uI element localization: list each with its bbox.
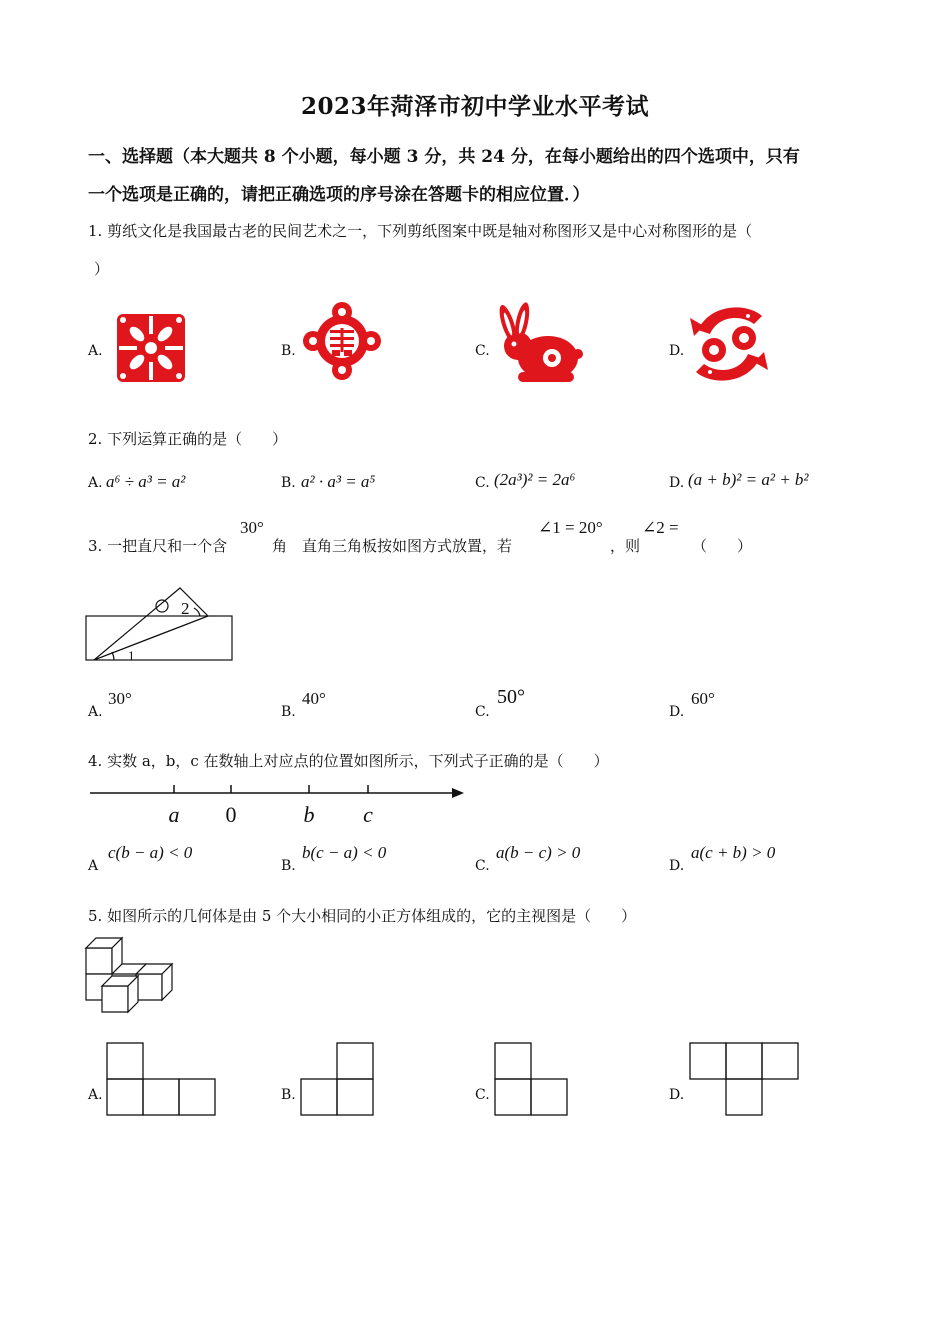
angle-2-label: 2 (181, 599, 190, 618)
q3-option-a-label: A. (88, 704, 103, 720)
q4-option-d-label: D. (669, 858, 685, 874)
axis-label-a: a (168, 802, 180, 827)
axis-label-b: b (303, 802, 315, 827)
q3-stem-part-c: ，则 (610, 537, 641, 555)
q1-option-c-label: C. (475, 343, 490, 359)
q3-stem-part-b: 角 直角三角板按如图方式放置，若 (272, 537, 513, 555)
q2-option-c-expr: (2a³)² = 2a⁶ (494, 470, 576, 489)
q5-option-c-figure (494, 1042, 568, 1120)
rabbit-papercut-icon (496, 302, 582, 390)
axis-label-zero: 0 (225, 802, 237, 827)
q5-option-c-label: C. (475, 1087, 490, 1103)
q2-option-a-expr: a⁶ ÷ a³ = a² (106, 472, 186, 491)
q1-option-b-label: B. (281, 343, 296, 359)
q4-option-b-label: B. (281, 858, 296, 874)
q5-option-a-figure (106, 1042, 216, 1120)
q1-option-d-label: D. (669, 343, 685, 359)
fish-papercut-icon (688, 300, 770, 392)
q5-option-b-label: B. (281, 1087, 296, 1103)
butterfly-papercut-icon (113, 310, 189, 390)
q5-option-a-label: A. (88, 1087, 103, 1103)
q5-stem: 5. 如图所示的几何体是由 5 个大小相同的小正方体组成的，它的主视图是（ ） (88, 907, 637, 925)
q3-option-a-value: 30° (108, 689, 132, 708)
q4-option-a-expr: c(b − a) < 0 (108, 843, 193, 862)
q3-option-d-label: D. (669, 704, 685, 720)
q3-option-c-value: 50° (497, 686, 525, 708)
q2-option-b-label: B. (281, 475, 296, 491)
q4-option-a-label: A (88, 858, 99, 874)
section-heading-line1: 一、选择题（本大题共 8 个小题，每小题 3 分，共 24 分，在每小题给出的四个选项中，只有 (88, 147, 800, 167)
q5-option-d-figure (689, 1042, 799, 1120)
q4-option-b-expr: b(c − a) < 0 (302, 843, 387, 862)
q2-option-d-expr: (a + b)² = a² + b² (688, 470, 809, 489)
q5-option-d-label: D. (669, 1087, 685, 1103)
page-title: 2023年菏泽市初中学业水平考试 (300, 93, 649, 120)
q3-stem-condition: ∠1 = 20° (538, 518, 603, 537)
q3-option-c-label: C. (475, 704, 490, 720)
q2-stem: 2. 下列运算正确的是（ ） (88, 430, 288, 448)
q3-stem-angle: 30° (240, 518, 264, 537)
q4-option-d-expr: a(c + b) > 0 (691, 843, 776, 862)
q2-option-b-expr: a² · a³ = a⁵ (301, 472, 376, 491)
axis-label-c: c (363, 802, 373, 827)
q2-option-c-label: C. (475, 475, 490, 491)
q5-option-b-figure (300, 1042, 374, 1120)
q4-option-c-label: C. (475, 858, 490, 874)
cube-solid-figure (84, 934, 188, 1020)
q1-option-a-label: A. (88, 343, 103, 359)
q3-stem-ask: ∠2 = (642, 518, 679, 537)
q2-option-a-label: A. (88, 475, 103, 491)
q3-stem-part-d: （ ） (692, 537, 753, 555)
angle-1-label: 1 (128, 648, 135, 663)
section-heading-line2: 一个选项是正确的，请把正确选项的序号涂在答题卡的相应位置．） (88, 185, 590, 205)
q2-option-d-label: D. (669, 475, 685, 491)
q4-option-c-expr: a(b − c) > 0 (496, 843, 581, 862)
number-line (88, 780, 468, 834)
q1-stem: 1. 剪纸文化是我国最古老的民间艺术之一，下列剪纸图案中既是轴对称图形又是中心对称图形的是（ (88, 222, 753, 240)
q3-option-d-value: 60° (691, 689, 715, 708)
ruler-triangle-figure (84, 578, 244, 672)
q3-option-b-label: B. (281, 704, 296, 720)
q3-stem-part-a: 3. 一把直尺和一个含 (88, 537, 228, 555)
double-happiness-papercut-icon (303, 302, 381, 384)
q1-stem-close: ） (94, 260, 110, 278)
q4-stem: 4. 实数 a，b，c 在数轴上对应点的位置如图所示，下列式子正确的是（ ） (88, 752, 609, 770)
q3-option-b-value: 40° (302, 689, 326, 708)
